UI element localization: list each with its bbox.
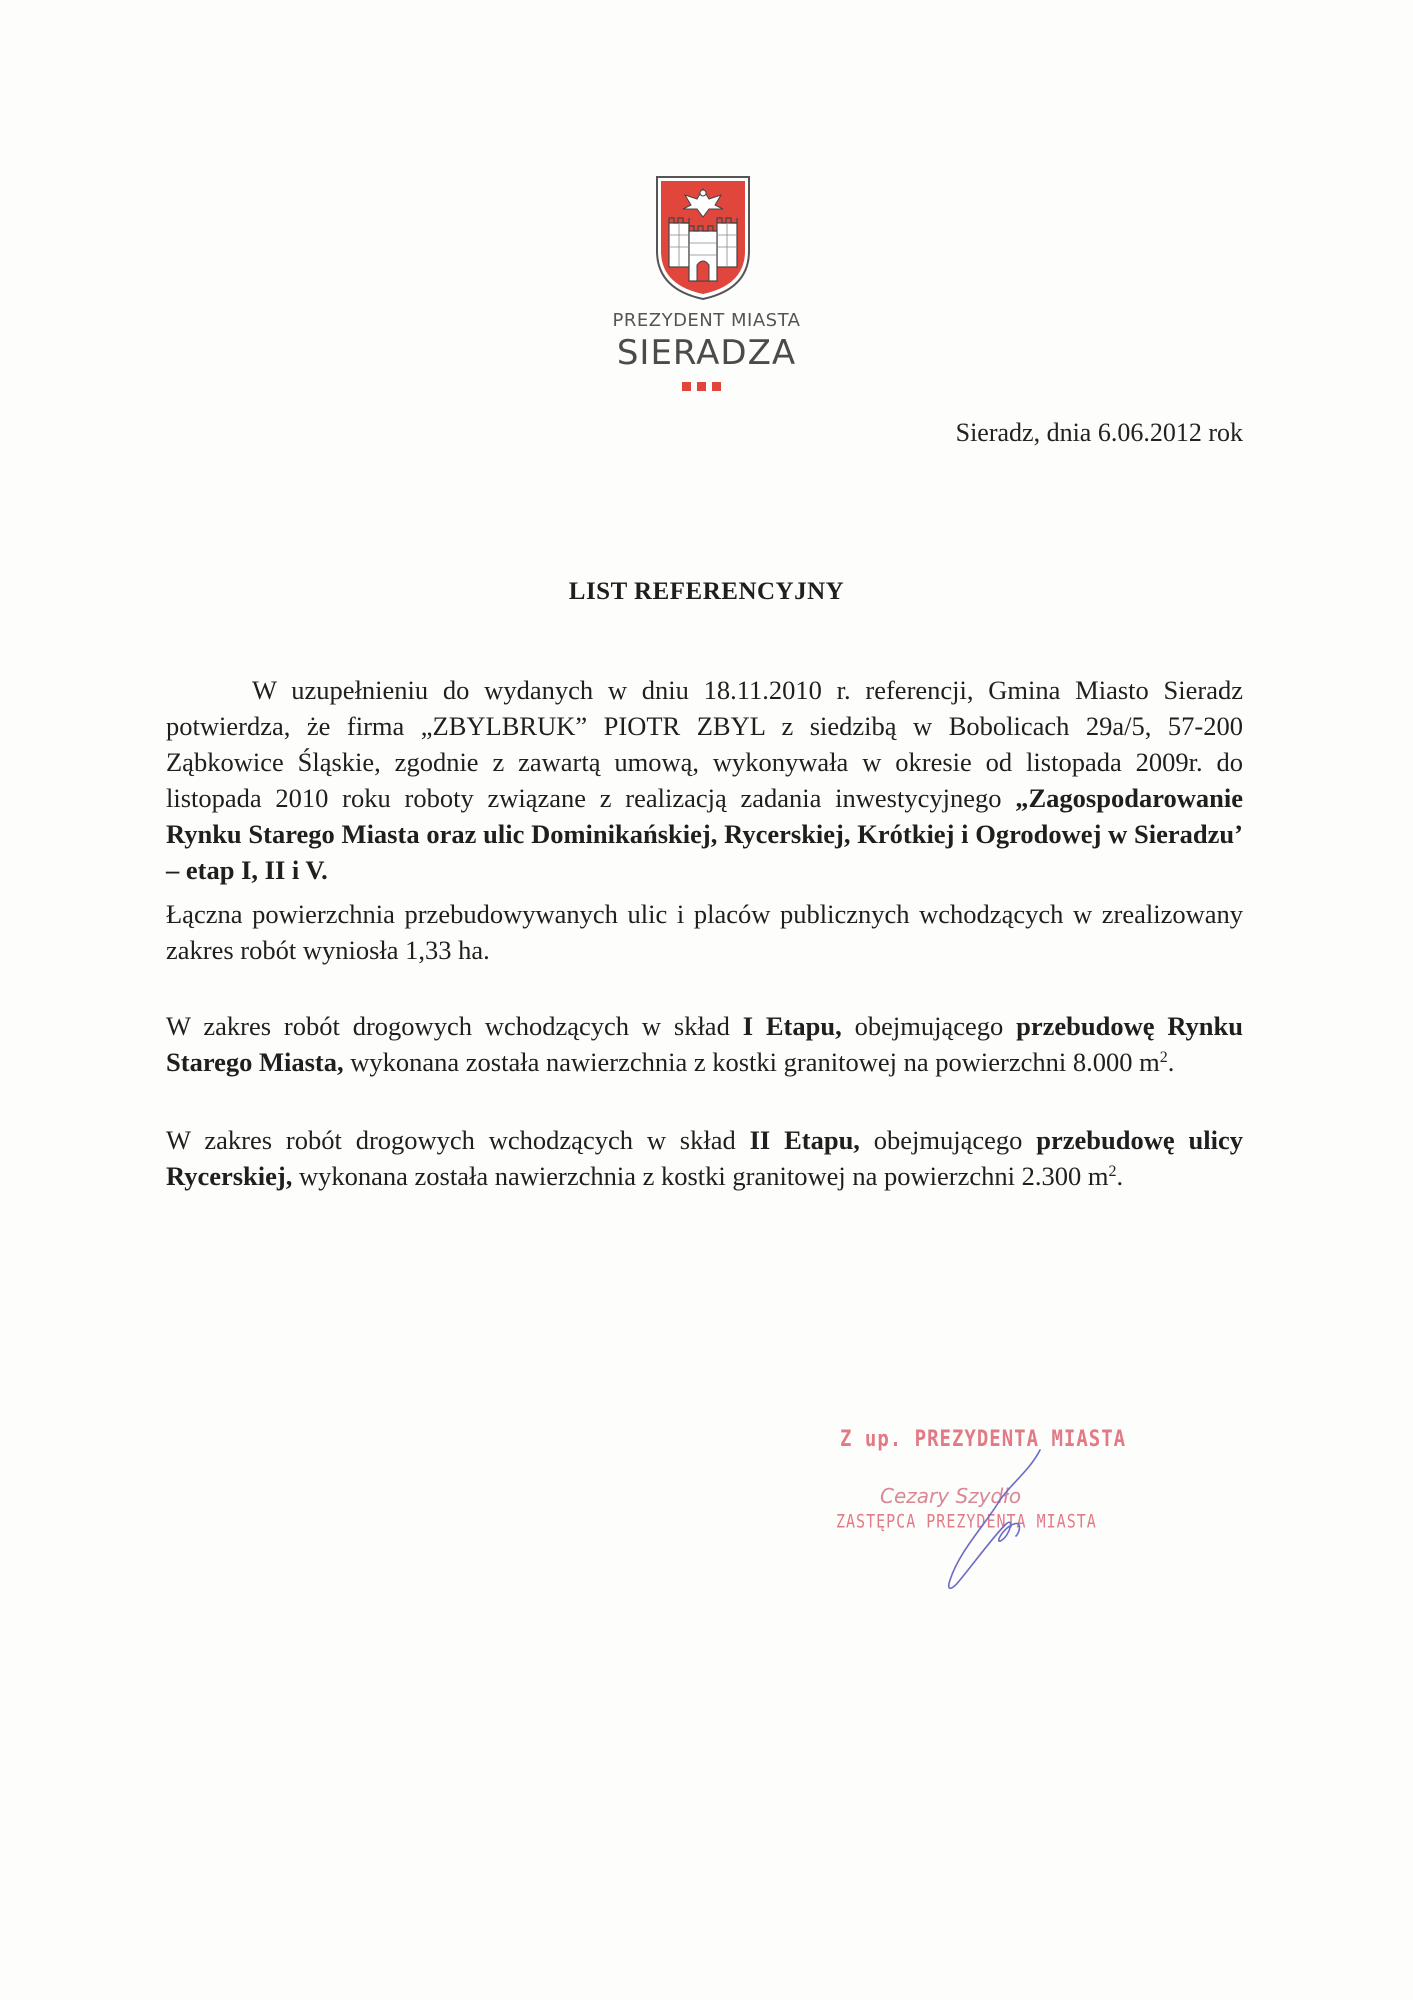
letterhead-city: SIERADZA (616, 333, 797, 373)
letterhead-dots (682, 382, 721, 391)
signature-icon (890, 1440, 1090, 1610)
coat-of-arms-icon (653, 173, 753, 303)
stamp-line-1: Z up. PREZYDENTA MIASTA (840, 1426, 1127, 1452)
paragraph-1: W uzupełnieniu do wydanych w dniu 18.11.2010 r. referencji, Gmina Miasto Sieradz potwierdza, że firma „ZBYLBRUK” PIOTR ZBYL z siedzibą w Bobolicach 29a/5, 57-200 Ząbkowice Śląskie, zgodnie z zawartą umową, wykonywała w okresie od listopada 2009r. do listopada 2010 roku roboty związane z realizacją zadania inwestycyjnego „Zagospodarowanie Rynku Starego Miasta oraz ulic Dominikańskiej, Rycerskiej, Krótkiej i Ogrodowej w Sieradzu’ – etap I, II i V. (166, 675, 1243, 885)
paragraph-3: W zakres robót drogowych wchodzących w skład I Etapu, obejmującego przebudowę Rynku Starego Miasta, wykonana została nawierzchnia z kostki granitowej na powierzchni 8.000 $m^2$. (166, 1011, 1244, 1077)
letter-title: LIST REFERENCYJNY (568, 578, 845, 605)
paragraph-4: W zakres robót drogowych wchodzących w skład II Etapu, obejmującego przebudowę ulicy Rycerskiej, wykonana została nawierzchnia z kostki granitowej na powierzchni 2.300 $m^2$. (166, 1125, 1243, 1191)
paragraph-2: Łączna powierzchnia przebudowywanych ulic i placów publicznych wchodzących w zrealizowany zakres robót wyniosła 1,33 ha. (166, 899, 1243, 965)
stamp-line-3: ZASTĘPCA PREZYDENTA MIASTA (836, 1509, 1097, 1533)
stamp-line-2: Cezary Szydło (880, 1484, 1022, 1508)
letter-body (166, 672, 1243, 1194)
letter-date: Sieradz, dnia 6.06.2012 rok (955, 418, 1243, 447)
letterhead-title: PREZYDENT MIASTA (612, 310, 801, 331)
